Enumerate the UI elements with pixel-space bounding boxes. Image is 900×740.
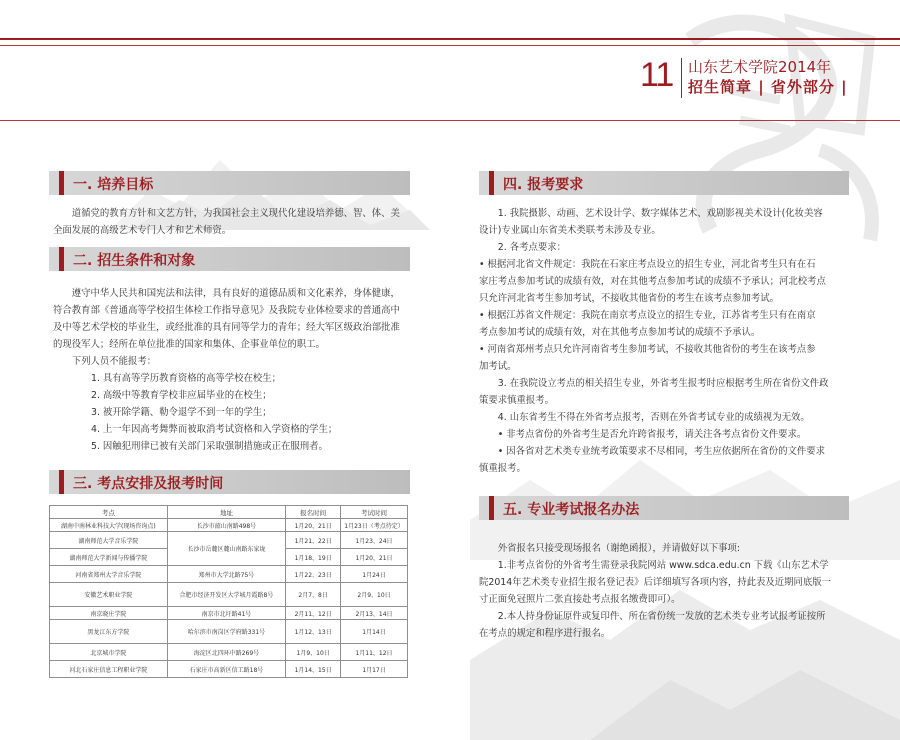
list-item: 1. 具有高等学历教育资格的高等学校在校生； [91, 373, 282, 384]
paragraph-line: 院2014年艺术类专业招生报名登记表》后详细填写各项内容，持此表及近期同底版一 [479, 577, 831, 588]
section-heading-accent [59, 470, 64, 494]
paragraph-line: 只允许河北省考生参加考试，不接收其他省份的考生在该考点参加考试。 [479, 293, 780, 304]
paragraph-line: • 河南省郑州考点只允许河南省考生参加考试，不接收其他省份的考生在该考点参 [479, 344, 816, 355]
table-header-cell: 考点 [50, 506, 168, 519]
paragraph-line: 考点参加考试的成绩有效，对在其他考点参加考试的成绩不予承认。 [479, 327, 761, 338]
table-row [50, 620, 408, 644]
paragraph-line: 下列人员不能报考： [71, 356, 157, 367]
paragraph-line: 1.非考点省份的外省考生需登录我院网站 www.sdca.edu.cn 下载《山东艺术学 [497, 560, 829, 571]
table-cell: 河北石家庄信息工程职业学院 [50, 661, 168, 678]
paragraph-line: 2.本人持身份证原件或复印件、所在省份统一发放的艺术类专业考试报考证按所 [497, 611, 826, 622]
section-heading-accent [489, 496, 494, 520]
table-cell: 长沙市韶山南路498号 [167, 519, 286, 532]
table-row [50, 519, 408, 532]
paragraph-line: • 非考点省份的外省考生是否允许跨省报考，请关注各考点省份文件要求。 [497, 429, 807, 440]
table-cell: 1月12、13日 [286, 620, 341, 644]
table-cell: 1月18、19日 [286, 549, 341, 566]
table-row [50, 644, 408, 661]
paragraph-line: 家庄考点参加考试的成绩有效，对在其他考点参加考试的成绩不予承认；河北校考点 [479, 276, 826, 287]
table-cell: 哈尔滨市南岗区学府路331号 [167, 620, 286, 644]
table-header-cell: 地址 [167, 506, 286, 519]
table-cell: 海淀区北四环中路269号 [167, 644, 286, 661]
paragraph-line: 道循党的教育方针和文艺方针，为我国社会主义现代化建设培养德、智、体、美 [71, 208, 400, 219]
section-title: 二. 招生条件和对象 [73, 253, 196, 269]
table-cell: 1月20、21日 [341, 549, 408, 566]
table-row [50, 607, 408, 620]
paragraph-line: 在考点的规定和程序进行报名。 [479, 628, 611, 639]
table-cell: 湖南中南林业科技大学(现场咨询点) [50, 519, 168, 532]
paragraph-line: 慎重报考。 [479, 463, 526, 474]
paragraph-line: 4. 山东省考生不得在外省考点报考，否则在外省考试专业的成绩视为无效。 [497, 412, 810, 423]
table-header-row [50, 506, 408, 519]
section-heading-accent [59, 171, 64, 195]
paragraph-line: 策要求慎重报考。 [479, 395, 555, 406]
table-header-cell: 考试时间 [341, 506, 408, 519]
table-cell: 安徽艺术职业学院 [50, 583, 168, 607]
list-item: 4. 上一年因高考舞弊而被取消考试资格和入学资格的学生； [91, 424, 338, 435]
paragraph-line: 及中等艺术学校的毕业生，或经批准的具有同等学力的青年；经大军区级政治部批准 [53, 322, 400, 333]
table-row [50, 661, 408, 678]
table-cell: 长沙市岳麓区麓山南路东家垅 [167, 532, 286, 566]
table-row [50, 583, 408, 607]
table-cell: 黑龙江东方学院 [50, 620, 168, 644]
section-heading-requirements [479, 171, 849, 195]
paragraph-line: 符合教育部《普通高等学校招生体检工作指导意见》及我院专业体检要求的普通高中 [53, 305, 400, 316]
paragraph-line: 遵守中华人民共和国宪法和法律，具有良好的道德品质和文化素养，身体健康， [71, 288, 400, 299]
section-heading-accent [59, 247, 64, 271]
table-cell: 南京市北圩路41号 [167, 607, 286, 620]
table-row [50, 566, 408, 583]
paragraph-line: 的现役军人；经所在单位批准的国家和集体、企事业单位的职工。 [53, 339, 325, 350]
paragraph-line: • 根据江苏省文件规定：我院在南京考点设立的招生专业，江苏省考生只有在南京 [479, 310, 816, 321]
paragraph-line: • 根据河北省文件规定：我院在石家庄考点设立的招生专业，河北省考生只有在石 [479, 259, 816, 270]
section-title: 五. 专业考试报名办法 [503, 502, 640, 518]
paragraph-line: 2. 各考点要求： [497, 242, 566, 253]
paragraph-line: 寸正面免冠照片二张直接赴考点报名缴费即可）。 [479, 594, 681, 605]
table-cell: 2月7、8日 [286, 583, 341, 607]
paragraph-line: 外省报名只接受现场报名（谢绝函报），并请做好以下事项: [497, 543, 741, 554]
table-cell: 河南省郑州大学音乐学院 [50, 566, 168, 583]
paragraph-line: • 因各省对艺术类专业统考政策要求不尽相同，考生应依据所在省份的文件要求 [497, 446, 826, 457]
table-cell: 1月20、21日 [286, 519, 341, 532]
table-cell: 1月17日 [341, 661, 408, 678]
table-cell: 1月21、22日 [286, 532, 341, 549]
section-heading-conditions [49, 247, 410, 271]
section-title: 三. 考点安排及报考时间 [73, 476, 224, 492]
table-cell: 2月13、14日 [341, 607, 408, 620]
section-title: 一. 培养目标 [73, 177, 154, 193]
table-row [50, 532, 408, 549]
table-cell: 1月23、24日 [341, 532, 408, 549]
table-cell: 2月11、12日 [286, 607, 341, 620]
page-number: 11 [640, 56, 674, 94]
table-cell: 石家庄市高新区信工路18号 [167, 661, 286, 678]
table-cell: 郑州市大学北路75号 [167, 566, 286, 583]
table-cell: 1月14日 [341, 620, 408, 644]
paragraph-line: 加考试。 [479, 361, 517, 372]
section-heading-schedule [49, 470, 410, 494]
list-item: 2. 高级中等教育学校非应届毕业的在校生； [91, 390, 272, 401]
table-cell: 1月24日 [341, 566, 408, 583]
header-subtitle: 招生简章 | 省外部分 | [688, 78, 848, 96]
section-body-requirements [479, 205, 854, 477]
table-cell: 2月9、10日 [341, 583, 408, 607]
header-title: 山东艺术学院2014年 [688, 58, 832, 76]
table-cell: 南京晓庄学院 [50, 607, 168, 620]
section-title: 四. 报考要求 [503, 177, 584, 193]
list-item: 3. 被开除学籍、勒令退学不到一年的学生； [91, 407, 272, 418]
table-cell: 1月11、12日 [341, 644, 408, 661]
table-cell: 湖南师范大学音乐学院 [50, 532, 168, 549]
section-body-conditions [53, 285, 413, 455]
table-cell: 1月22、23日 [286, 566, 341, 583]
list-item: 5. 因触犯刑律已被有关部门采取强制措施或正在服刑者。 [91, 441, 328, 452]
table-cell: 1月14、15日 [286, 661, 341, 678]
table-cell: 湖南师范大学新闻与传播学院 [50, 549, 168, 566]
header-separator [681, 58, 682, 98]
section-body-registration [479, 540, 854, 642]
table-cell: 1月23日（考点待定） [341, 519, 408, 532]
paragraph-line: 3. 在我院设立考点的相关招生专业，外省考生报考时应根据考生所在省份文件政 [497, 378, 829, 389]
table-cell: 合肥市经济开发区大学城月霞路8号 [167, 583, 286, 607]
paragraph-line: 全面发展的高级艺术专门人才和艺术师资。 [53, 225, 232, 236]
table-cell: 北京城市学院 [50, 644, 168, 661]
schedule-table [49, 505, 408, 678]
table-header-cell: 报名时间 [286, 506, 341, 519]
paragraph-line: 设计)专业属山东省美术类联考未涉及专业。 [479, 225, 661, 236]
paragraph-line: 1. 我院摄影、动画、艺术设计学、数字媒体艺术、戏剧影视美术设计(化妆美容 [497, 208, 823, 219]
section-body-goals [53, 205, 413, 239]
table-cell: 1月9、10日 [286, 644, 341, 661]
section-heading-goals [49, 171, 410, 195]
section-heading-registration [479, 496, 849, 520]
section-heading-accent [489, 171, 494, 195]
